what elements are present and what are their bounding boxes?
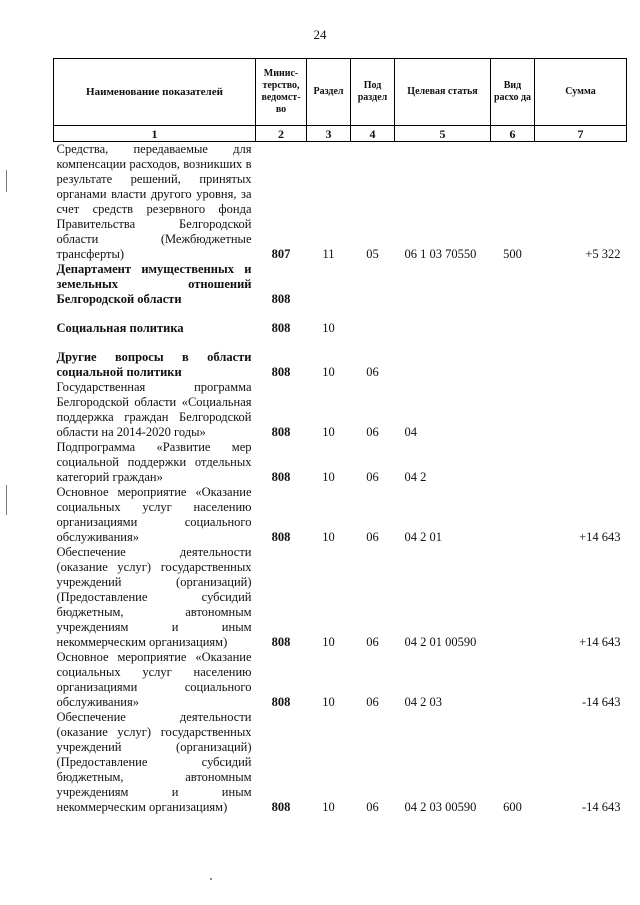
header-name: Наименование показателей (54, 59, 256, 126)
cell-name: Социальная политика (56, 321, 184, 335)
cell-sum (535, 307, 627, 336)
cell-sum: -14 643 (581, 800, 621, 814)
cell-subsection: 06 (366, 635, 379, 649)
cell-target: 04 2 01 00590 (404, 635, 477, 649)
cell-section: 10 (322, 530, 335, 544)
cell-ministry: 807 (271, 247, 291, 261)
cell-ministry: 808 (271, 530, 291, 544)
cell-target: 04 2 03 00590 (404, 800, 477, 814)
table-row (54, 650, 627, 710)
cell-expense-type: 600 (503, 800, 522, 814)
cell-subsection: 06 (366, 800, 379, 814)
cell-ministry: 808 (271, 800, 291, 814)
header-ministry: Минис-терство, ведомст-во (256, 59, 307, 126)
column-number: 3 (307, 126, 351, 142)
header-row (54, 59, 627, 126)
cell-name: Средства, передаваемые для компенсации расходов, возникших в результате решений, принятых органами власти другого уровня, за счет средств резервного фонда Правительства Белгородской области (Межбюджетные трансферты) (56, 142, 252, 261)
cell-section (307, 262, 351, 307)
cell-sum: +14 643 (579, 530, 621, 544)
page-number: 24 (313, 27, 327, 42)
cell-expense-type (491, 336, 535, 380)
cell-section: 10 (322, 695, 335, 709)
table-row (54, 485, 627, 545)
cell-subsection: 06 (366, 470, 379, 484)
table-row (54, 262, 627, 307)
cell-ministry: 808 (271, 321, 291, 335)
cell-name: Обеспечение деятельности (оказание услуг) государственных учреждений (организаций) (Предоставление субсидий бюджетным, автономным учреждениям и иным некоммерческим организациям) (56, 710, 252, 814)
cell-section: 10 (322, 365, 335, 379)
cell-expense-type (491, 545, 535, 650)
cell-name: Подпрограмма «Развитие мер социальной поддержки отдельных категорий граждан» (56, 440, 252, 484)
column-number: 7 (535, 126, 627, 142)
cell-section: 11 (322, 247, 335, 261)
cell-ministry: 808 (271, 635, 291, 649)
column-number: 2 (256, 126, 307, 142)
cell-ministry: 808 (271, 365, 291, 379)
column-number-row (54, 126, 627, 142)
cell-sum: +5 322 (585, 247, 621, 261)
cell-sum (535, 440, 627, 485)
cell-subsection: 06 (366, 425, 379, 439)
table-row (54, 307, 627, 336)
cell-target (395, 262, 491, 307)
cell-expense-type (491, 485, 535, 545)
cell-sum (535, 380, 627, 440)
cell-subsection: 06 (366, 530, 379, 544)
cell-expense-type (491, 262, 535, 307)
cell-name: Другие вопросы в области социальной политики (56, 350, 252, 379)
cell-sum (535, 262, 627, 307)
cell-name: Обеспечение деятельности (оказание услуг) государственных учреждений (организаций) (Предоставление субсидий бюджетным, автономным учреждениям и иным некоммерческим организациям) (56, 545, 252, 649)
column-number: 6 (491, 126, 535, 142)
cell-target: 04 (404, 425, 417, 439)
cell-subsection: 05 (366, 247, 379, 261)
header-subsection: Под раздел (351, 59, 395, 126)
cell-section: 10 (322, 321, 335, 335)
table-row (54, 380, 627, 440)
cell-target: 04 2 (404, 470, 427, 484)
cell-expense-type: 500 (503, 247, 522, 261)
header-target: Целевая статья (395, 59, 491, 126)
cell-subsection: 06 (366, 695, 379, 709)
cell-expense-type (491, 307, 535, 336)
table-row (54, 440, 627, 485)
table-row (54, 710, 627, 815)
cell-ministry: 808 (271, 470, 291, 484)
cell-target: 06 1 03 70550 (404, 247, 477, 261)
cell-ministry: 808 (271, 695, 291, 709)
cell-expense-type (491, 440, 535, 485)
cell-sum: -14 643 (581, 695, 621, 709)
column-number: 1 (54, 126, 256, 142)
header-expense-type: Вид расхо да (491, 59, 535, 126)
cell-expense-type (491, 380, 535, 440)
cell-target: 04 2 03 (404, 695, 442, 709)
cell-subsection (351, 307, 395, 336)
budget-table (53, 58, 627, 815)
cell-subsection: 06 (366, 365, 379, 379)
margin-mark (6, 485, 7, 515)
cell-target (395, 307, 491, 336)
scan-dot (210, 878, 212, 880)
cell-name: Основное мероприятие «Оказание социальных услуг населению организациями социального обслуживания» (56, 485, 252, 544)
cell-section: 10 (322, 425, 335, 439)
table-row (54, 142, 627, 263)
cell-target: 04 2 01 (404, 530, 442, 544)
cell-sum (535, 336, 627, 380)
cell-name: Департамент имущественных и земельных отношений Белгородской области (56, 262, 252, 306)
column-number: 4 (351, 126, 395, 142)
cell-section: 10 (322, 470, 335, 484)
cell-section: 10 (322, 800, 335, 814)
table-row (54, 336, 627, 380)
cell-expense-type (491, 650, 535, 710)
cell-ministry: 808 (271, 425, 291, 439)
cell-ministry: 808 (271, 292, 291, 306)
table-row (54, 545, 627, 650)
cell-sum: +14 643 (579, 635, 621, 649)
header-section: Раздел (307, 59, 351, 126)
cell-subsection (351, 262, 395, 307)
cell-name: Основное мероприятие «Оказание социальных услуг населению организациями социального обслуживания» (56, 650, 252, 709)
margin-mark (6, 170, 7, 192)
cell-target (395, 336, 491, 380)
header-sum: Сумма (535, 59, 627, 126)
cell-name: Государственная программа Белгородской области «Социальная поддержка граждан Белгородской области на 2014-2020 годы» (56, 380, 252, 439)
column-number: 5 (395, 126, 491, 142)
cell-section: 10 (322, 635, 335, 649)
